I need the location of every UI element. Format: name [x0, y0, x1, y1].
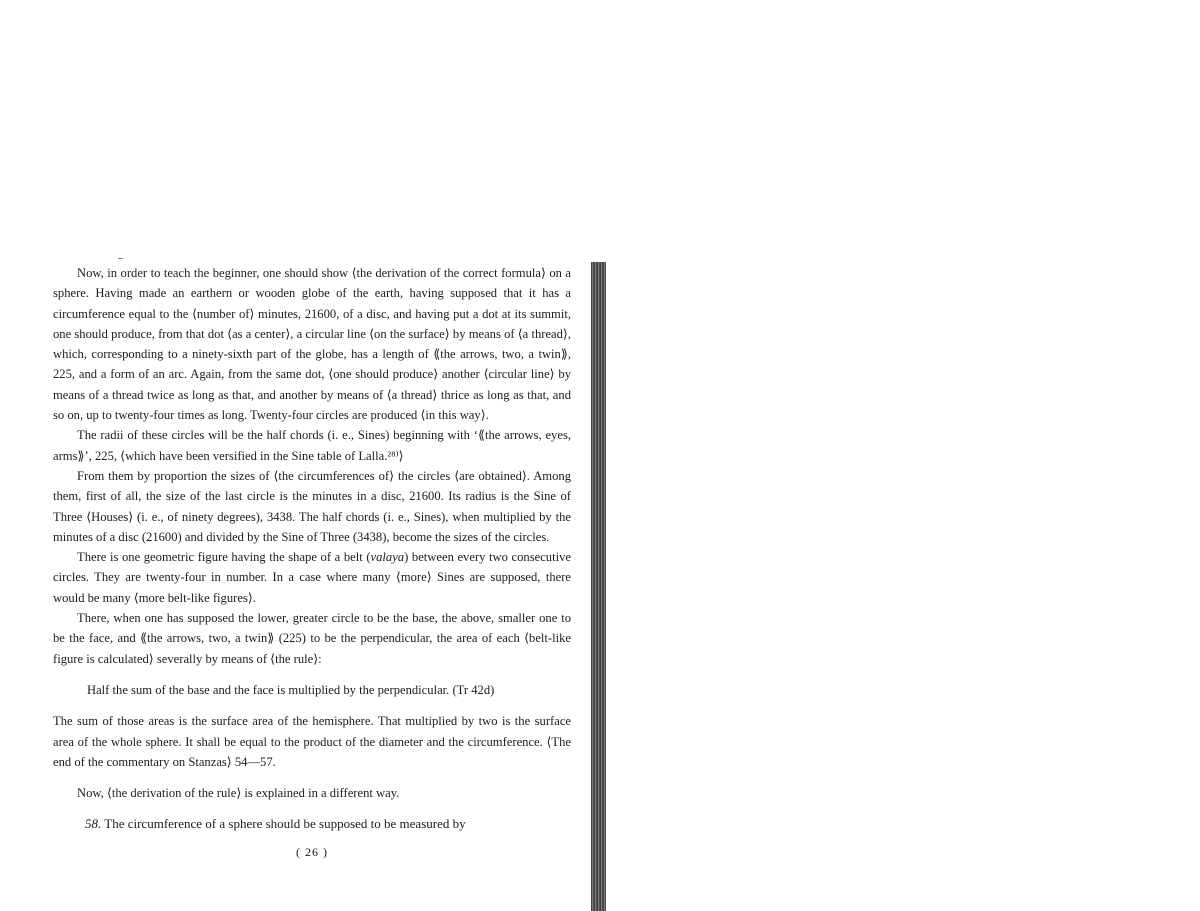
paragraph-globe-construction: Now, in order to teach the beginner, one should show ⟨the derivation of the correct formula⟩ on a sphere. Having made an earthern or wooden globe of the earth, having supposed that it has a circumference equal to the ⟨number of⟩ minutes, 21600, of a disc, and having put a dot at its summit, one should produce, from that dot ⟨as a center⟩, a circular line ⟨on the surface⟩ by means of ⟨a thread⟩, which, corresponding to a ninety-sixth part of the globe, has a length of ⟪the arrows, two, a twin⟫, 225, and a form of an arc. Again, from the same dot, ⟨one should produce⟩ another ⟨circular line⟩ by means of a thread twice as long as that, and another by means of ⟨a thread⟩ thrice as long as that, and so on, up to twenty-four times as long. Twenty-four circles are produced ⟨in this way⟩.: [53, 266, 571, 423]
paragraph-circle-sizes: From them by proportion the sizes of ⟨the circumferences of⟩ the circles ⟨are obtained⟩. Among them, first of all, the size of the last circle is the minutes in a disc, 21600. Its radius is the Sine of Three ⟨Houses⟩ (i. e., of ninety degrees), 3438. The half chords (i. e., Sines), when multiplied by the minutes of a disc (21600) and divided by the Sine of Three (3438), become the sizes of the circles.: [53, 468, 571, 544]
belt-text-after: ) between every two consecutive circles. They are twenty-four in number. In a case where many ⟨more⟩ Sines are supposed, there would be many ⟨more belt-like figures⟩.: [53, 550, 571, 605]
stanza-58: [53, 814, 571, 834]
paragraph-radii-sines: The radii of these circles will be the half chords (i. e., Sines) beginning with ‘⟪the arrows, eyes, arms⟫’, 225, ⟨which have been versified in the Sine table of Lalla.²⁸⁾⟩: [53, 428, 571, 463]
book-page-edge: [591, 262, 606, 911]
stanza-text: The circumference of a sphere should be supposed to be measured by: [101, 816, 466, 832]
stanza-number: 58.: [85, 816, 102, 832]
valaya-term: valaya: [370, 550, 405, 565]
rule-quotation: Half the sum of the base and the face is multiplied by the perpendicular. (Tr 42d): [87, 682, 495, 697]
paragraph-surface-area: The sum of those areas is the surface area of the hemisphere. That multiplied by two is the surface area of the whole sphere. It shall be equal to the product of the diameter and the circumference. ⟨The end of the commentary on Stanzas⟩ 54—57.: [53, 714, 571, 769]
document-page: [53, 263, 571, 862]
paragraph-area-rule: There, when one has supposed the lower, greater circle to be the base, the above, smaller one to be the face, and ⟪the arrows, two, a twin⟫ (225) to be the perpendicular, the area of each ⟨belt-like figure is calculated⟩ severally by means of ⟨the rule⟩:: [53, 611, 571, 666]
paragraph-different-way: Now, ⟨the derivation of the rule⟩ is explained in a different way.: [77, 786, 400, 801]
scan-speck: [118, 258, 123, 259]
belt-text-before: There is one geometric figure having the shape of a belt (: [77, 550, 371, 565]
paragraph-belt-figures: [53, 547, 571, 608]
page-number: ( 26 ): [296, 844, 328, 859]
